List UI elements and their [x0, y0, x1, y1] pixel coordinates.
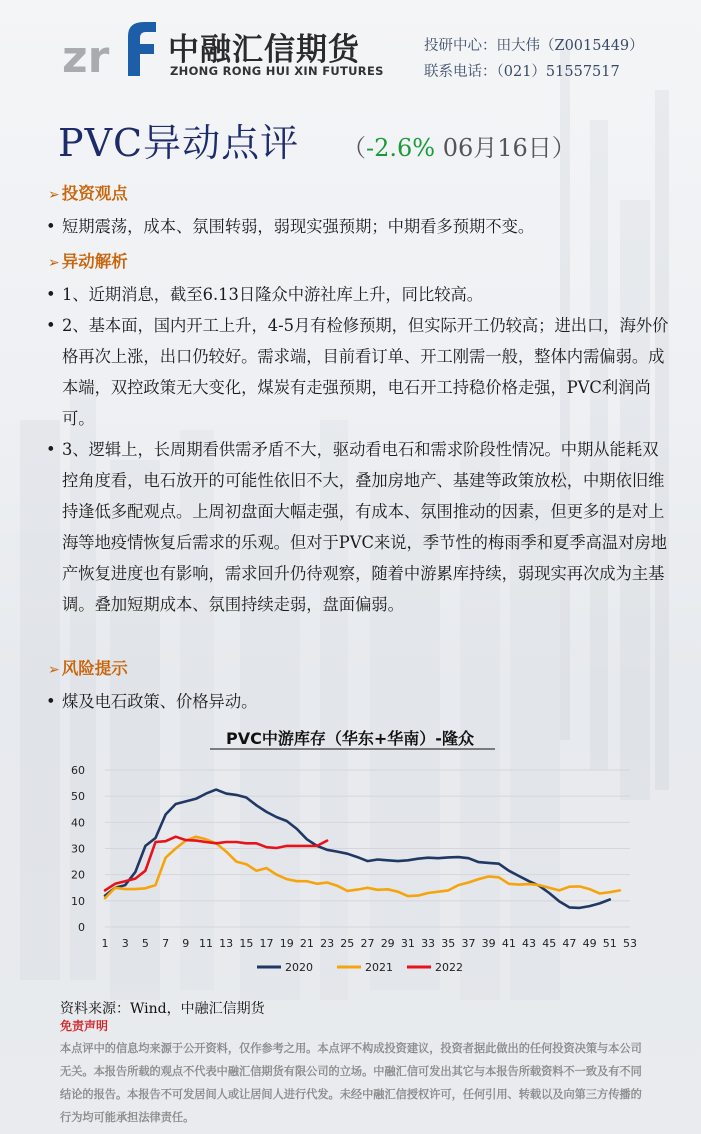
legend-label: 2021 — [365, 961, 393, 974]
analysis-item-text: 3、逻辑上，长周期看供需矛盾不大，驱动看电石和需求阶段性情况。中期从能耗双控角度看，电石放开的可能性依旧不大，叠加房地产、基建等政策放松，中期依旧维持逢低多配观点。上周初盘面大幅走强，有成本、氛围推动的因素，但更多的是对上海等地疫情恢复后需求的乐观。但对于PVC来说，季节性的梅雨季和夏季高温对房地产恢复进度也有影响，需求回升仍待观察，随着中游累库持续，弱现实再次成为主基调。叠加短期成本、氛围持续走弱，盘面偏弱。 — [62, 440, 668, 614]
x-tick-label: 45 — [542, 937, 557, 950]
company-name-en: ZHONG RONG HUI XIN FUTURES — [170, 64, 384, 78]
x-tick-label: 41 — [501, 937, 516, 950]
risk-item — [46, 686, 670, 717]
chart-title: PVC中游库存（华东+华南）-隆众 — [226, 729, 474, 748]
phone-contact: 联系电话：（021）51557517 — [424, 64, 620, 80]
x-tick-label: 17 — [259, 937, 274, 950]
analysis-item — [46, 279, 670, 310]
section-heading-risk — [48, 655, 128, 679]
section-heading-analysis — [48, 248, 128, 272]
report-date: 06月16日） — [435, 134, 576, 162]
bullet-icon: • — [46, 440, 56, 459]
disclaimer-title: 免责声明 — [60, 1019, 109, 1033]
section-title: 异动解析 — [61, 252, 128, 271]
analysis-item — [46, 434, 670, 620]
x-tick-label: 15 — [239, 937, 254, 950]
x-tick-label: 3 — [121, 937, 129, 950]
analysis-item — [46, 310, 670, 434]
y-tick-label: 20 — [71, 868, 85, 882]
arrow-bullet-icon: ➢ — [48, 662, 60, 678]
svg-text:zr: zr — [62, 32, 110, 78]
bullet-icon: • — [46, 692, 56, 711]
analysis-item-text: 1、近期消息，截至6.13日隆众中游社库上升，同比较高。 — [62, 285, 484, 304]
x-tick-label: 51 — [602, 937, 617, 950]
x-tick-label: 1 — [101, 937, 109, 950]
section-title: 投资观点 — [61, 184, 128, 203]
page-title: PVC异动点评 — [58, 121, 300, 165]
data-source: 资料来源：Wind，中融汇信期货 — [60, 1001, 265, 1017]
y-tick-label: 60 — [71, 764, 85, 777]
y-tick-label: 0 — [78, 921, 85, 934]
x-tick-label: 53 — [623, 937, 637, 950]
x-tick-label: 29 — [380, 937, 395, 950]
x-tick-label: 5 — [141, 937, 149, 950]
x-tick-label: 7 — [162, 937, 170, 950]
analyst-contact: 投研中心：田大伟（Z0015449） — [424, 38, 644, 54]
x-tick-label: 37 — [461, 937, 476, 950]
x-tick-label: 21 — [299, 937, 314, 950]
x-tick-label: 39 — [481, 937, 496, 950]
x-tick-label: 19 — [279, 937, 294, 950]
section-heading-view — [48, 180, 128, 204]
x-tick-label: 43 — [522, 937, 537, 950]
title-open-paren: （ — [342, 134, 366, 162]
x-tick-label: 35 — [441, 937, 456, 950]
x-tick-label: 11 — [198, 937, 213, 950]
title-change-date — [342, 128, 576, 163]
x-tick-label: 13 — [219, 937, 234, 950]
y-tick-label: 10 — [71, 894, 85, 908]
x-tick-label: 33 — [421, 937, 436, 950]
arrow-bullet-icon: ➢ — [48, 255, 60, 271]
x-tick-label: 9 — [182, 937, 190, 950]
company-logo-icon — [62, 14, 162, 78]
price-change-badge: -2.6% — [366, 134, 436, 162]
view-item — [46, 211, 670, 242]
company-name-cn: 中融汇信期货 — [168, 32, 360, 68]
risk-item-text: 煤及电石政策、价格异动。 — [62, 692, 258, 711]
bullet-icon: • — [46, 217, 56, 236]
analysis-item-text: 2、基本面，国内开工上升，4-5月有检修预期，但实际开工仍较高；进出口，海外价格再次上涨，出口仍较好。需求端，目前看订单、开工刚需一般，整体内需偏弱。成本端，双控政策无大变化，煤炭有走强预期，电石开工持稳价格走强，PVC利润尚可。 — [62, 316, 669, 428]
x-tick-label: 27 — [360, 937, 375, 950]
arrow-bullet-icon: ➢ — [48, 187, 60, 203]
inventory-line-chart — [50, 720, 650, 990]
x-tick-label: 47 — [562, 937, 577, 950]
x-tick-label: 49 — [582, 937, 597, 950]
x-tick-label: 23 — [320, 937, 335, 950]
disclaimer-text: 本点评中的信息均来源于公开资料，仅作参考之用。本点评不构成投资建议，投资者据此做出的任何投资决策与本公司无关。本报告所载的观点不代表中融汇信期货有限公司的立场。中融汇信可发出其它与本报告所载资料不一致及有不同结论的报告。本报告不可发居间人或让居间人进行代发。未经中融汇信授权许可，任何引用、转载以及向第三方传播的行为均可能承担法律责任。 — [60, 1042, 642, 1124]
legend-label: 2022 — [435, 961, 463, 974]
bullet-icon: • — [46, 285, 56, 304]
legend-label: 2020 — [285, 961, 313, 974]
y-tick-label: 50 — [71, 790, 85, 804]
bullet-icon: • — [46, 316, 56, 335]
x-tick-label: 25 — [340, 937, 355, 950]
y-tick-label: 30 — [71, 842, 85, 856]
y-tick-label: 40 — [71, 816, 85, 830]
x-tick-label: 31 — [400, 937, 415, 950]
section-title: 风险提示 — [61, 659, 128, 678]
view-item-text: 短期震荡，成本、氛围转弱，弱现实强预期；中期看多预期不变。 — [62, 217, 535, 236]
